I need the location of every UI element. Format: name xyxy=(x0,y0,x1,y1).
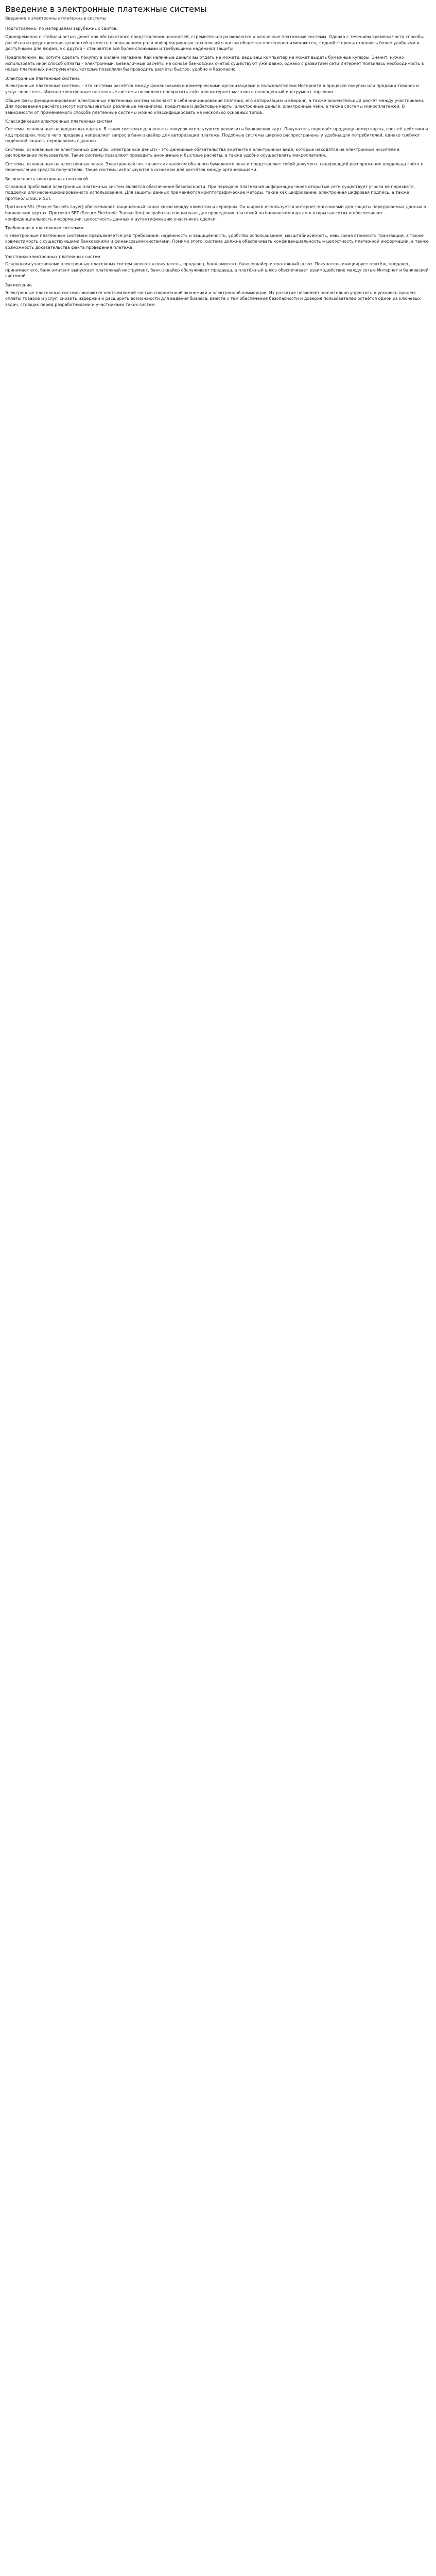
paragraph: Системы, основанные на электронных деньгах. Электронные деньги – это денежные обязательства эмитента в электронном виде, которые находятся на электронном носителе в распоряжении пользователя. Такие системы позволяют проводить анонимные и быстрые расчёты, а также удобно осуществлять микроплатежи. xyxy=(5,147,400,158)
section-heading: Заключение xyxy=(5,282,32,287)
paragraph: Одновременно с стабильностью денег как абстрактного представления ценностей, стремительно развиваются и различные платежные системы. Однако с течением времени часто способы расчётов и представления ценностей и вместе с повышением роли информационных технологий в жизни общества постепенно изменяются, с одной стороны становясь более удобными и доступными для людей, а с другой – становятся всё более сложными и требующими надёжной защиты. xyxy=(5,35,424,52)
section-heading: Безопасность электронных платежей xyxy=(5,177,88,182)
breadcrumb: Введение в электронные платежные системы xyxy=(5,16,106,21)
paragraph: Электронные платежные системы являются неотъемлемой частью современной экономики и электронной коммерции. Их развитие позволяет значительно упростить и ускорить процесс оплаты товаров и услуг, снизить издержки и расширить возможности для ведения бизнеса. Вместе с тем обеспечение безопасности и доверия пользователей остаётся одной из ключевых задач, стоящих перед разработчиками и участниками таких систем. xyxy=(5,290,421,307)
document-page xyxy=(0,0,436,316)
paragraph: К электронным платежным системам предъявляется ряд требований: надёжность и защищённость, удобство использования, масштабируемость, невысокая стоимость транзакций, а также совместимость с существующими банковскими и финансовыми системами. Помимо этого, система должна обеспечивать конфиденциальность и целостность платежной информации, а также возможность доказательства факта проведения платежа. xyxy=(5,233,429,250)
section-heading: Участники электронных платежных систем xyxy=(5,254,100,259)
paragraph: Системы, основанные на кредитных картах. В таких системах для оплаты покупок используются реквизиты банковских карт. Покупатель передаёт продавцу номер карты, срок её действия и код проверки, после чего продавец направляет запрос в банк-эквайер для авторизации платежа. Подобные системы широко распространены и удобны для потребителей, однако требуют надёжной защиты передаваемых данных. xyxy=(5,126,428,144)
source-note: Подготовлено: по материалам зарубежных сайтов. xyxy=(5,26,118,31)
document-title: Введение в электронные платежные системы xyxy=(5,4,207,14)
paragraph: Основной проблемой электронных платежных систем является обеспечение безопасности. При передаче платежной информации через открытые сети существует угроза её перехвата, подделки или несанкционированного использования. Для защиты данных применяются криптографические методы, такие как шифрование, электронная цифровая подпись, а также протоколы SSL и SET. xyxy=(5,184,415,201)
section-heading: Электронные платежные системы xyxy=(5,76,81,81)
paragraph: Предположим, вы хотите сделать покупку в онлайн магазине. Как наличные деньги вы отдать не можете, ведь ваш компьютер не может выдать бумажные купюры. Значит, нужно использовать иной способ оплаты – электронный. Безналичные расчеты на основе банковских счетов существуют уже давно, однако с развитием сети Интернет появилась необходимость в новых платежных инструментах, которые позволяли бы проводить расчёты быстро, удобно и безопасно. xyxy=(5,55,424,72)
section-heading: Требования к платежным системам xyxy=(5,226,84,231)
paragraph: Системы, основанные на электронных чеках. Электронный чек является аналогом обычного бумажного чека и представляет собой документ, содержащий распоряжение владельца счёта о перечислении средств получателю. Такие системы используются в основном для расчётов между организациями. xyxy=(5,161,424,173)
paragraph: Электронные платежные системы – это системы расчётов между финансовыми и коммерческими организациями и пользователями Интернета в процессе покупки или продажи товаров и услуг через сеть. Именно электронные платежные системы позволяют превратить сайт или интернет-магазин в полноценный инструмент торговли. xyxy=(5,83,419,94)
paragraph: Общие фазы функционирования электронных платежных систем включают в себя инициирование платежа, его авторизацию и клиринг, а также окончательный расчёт между участниками. Для проведения расчётов могут использоваться различные механизмы: кредитные и дебетовые карты, электронные деньги, электронные чеки, а также системы микроплатежей. В зависимости от применяемого способа платежные системы можно классифицировать на несколько основных типов. xyxy=(5,98,425,115)
paragraph: Протокол SSL (Secure Sockets Layer) обеспечивает защищённый канал связи между клиентом и сервером. Он широко используется интернет-магазинами для защиты передаваемых данных о банковских картах. Протокол SET (Secure Electronic Transaction) разработан специально для проведения платежей по банковским картам в открытых сетях и обеспечивает конфиденциальность информации, целостность данных и аутентификацию участников сделки. xyxy=(5,205,426,222)
paragraph: Основными участниками электронных платежных систем являются покупатель, продавец, банк-эмитент, банк-эквайер и платёжный шлюз. Покупатель инициирует платёж, продавец принимает его, банк-эмитент выпускает платёжный инструмент, банк-эквайер обслуживает продавца, а платёжный шлюз обеспечивает взаимодействие между сетью Интернет и банковской системой. xyxy=(5,262,429,279)
document-body xyxy=(5,26,431,308)
section-heading: Классификация электронных платежных систем xyxy=(5,119,112,124)
